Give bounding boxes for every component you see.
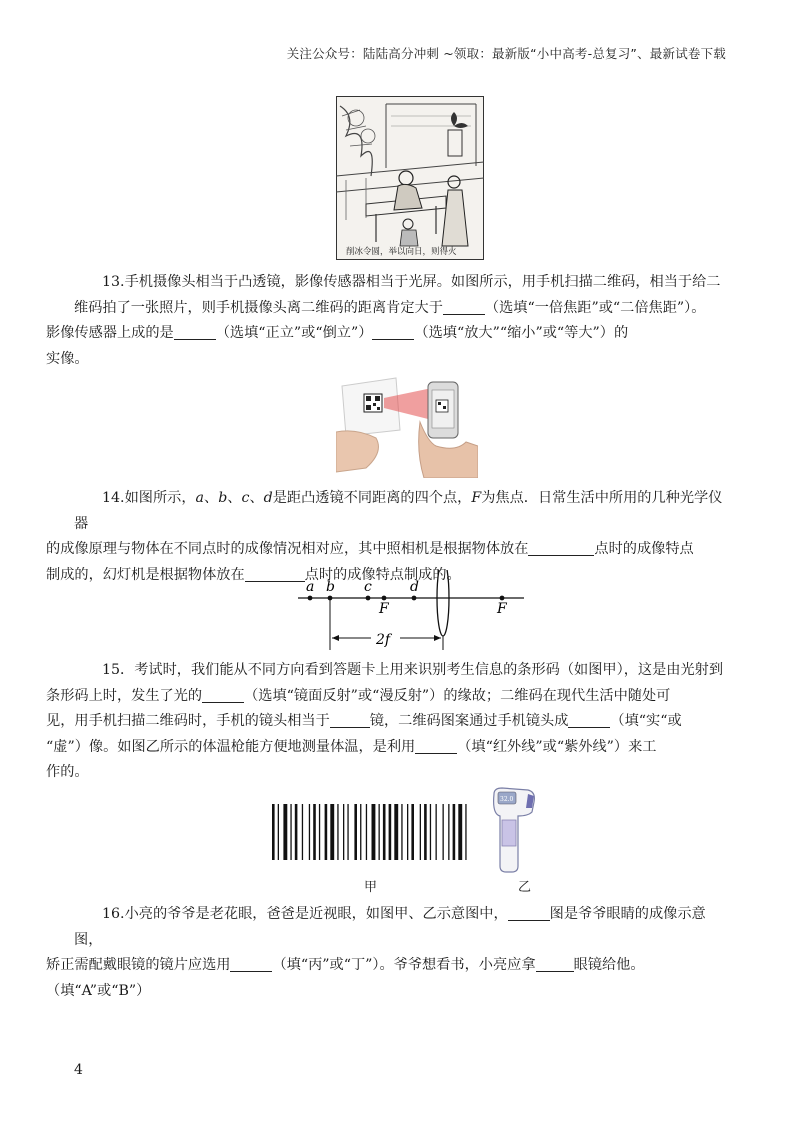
label-F-right: F: [497, 601, 507, 617]
q14-text-line2b: 点时的成像特点: [594, 541, 694, 557]
q15-text-line1: 15．考试时，我们能从不同方向看到答题卡上用来识别考生信息的条形码（如图甲），这是由光射到: [102, 662, 724, 678]
barcode-bar: [465, 804, 466, 860]
q13-blank-3[interactable]: [372, 323, 414, 340]
q14-sep1: 、: [203, 490, 219, 506]
barcode-bar: [411, 804, 414, 860]
q13-text-line4: 实像。: [46, 350, 89, 367]
point-F-right: [500, 596, 505, 601]
q15-text-line2b: （选填“镜面反射”或“漫反射”）的缘故；二维码在现代生活中随处可: [244, 687, 671, 704]
q15-text-line5: 作的。: [46, 764, 89, 780]
q15-text-line4a: “虚”）像。如图乙所示的体温枪能方便地测量体温，是利用: [46, 738, 416, 755]
point-d: [412, 596, 417, 601]
question-16: [46, 902, 730, 1004]
barcode-bar: [366, 804, 367, 860]
q16-text-line2a: 矫正需配戴眼镜的镜片应选用: [46, 957, 231, 973]
barcode-image: [272, 804, 468, 860]
barcode-bar: [360, 804, 361, 860]
barcode-bar: [354, 804, 357, 860]
point-a: [308, 596, 313, 601]
barcode-bar: [295, 804, 298, 860]
q13-text-line2a: 维码拍了一张照片，则手机摄像头离二维码的距离肯定大于: [74, 299, 443, 316]
thermometer-screen-text: 32.0: [500, 796, 514, 803]
label-c: c: [364, 579, 372, 595]
q13-blank-2[interactable]: [174, 323, 216, 340]
page-number: 4: [74, 1062, 83, 1078]
page-header: 关注公众号：陆陆高分冲刺 ~领取：最新版“小中高考-总复习”、最新试卷下载: [286, 46, 726, 61]
q16-text-line1b: 图是爷爷眼睛的成像示意图，: [74, 906, 706, 948]
thermometer-gun-image: [488, 786, 538, 874]
q16-text-line3: （填“A”或“B”）: [46, 982, 151, 999]
barcode-bar: [347, 804, 348, 860]
q14-var-a: a: [195, 490, 204, 506]
barcode-bar: [278, 804, 279, 860]
q16-text-line2b: （填“丙”或“丁”）。爷爷想看书，小亮应拿: [272, 957, 536, 973]
q16-blank-2[interactable]: [230, 955, 272, 972]
barcode-bar: [283, 804, 287, 860]
convex-lens-diagram: [296, 570, 526, 654]
label-a: a: [306, 579, 315, 595]
q15-blank-1[interactable]: [202, 686, 244, 703]
q14-var-b: b: [218, 490, 228, 506]
q15-blank-3[interactable]: [568, 711, 610, 728]
barcode-bar: [443, 804, 444, 860]
barcode-bar: [458, 804, 462, 860]
label-d: d: [410, 579, 419, 595]
label-b: b: [326, 579, 335, 595]
barcode-bar: [372, 804, 376, 860]
ancient-illustration: [336, 96, 484, 260]
q13-text-line2b: （选填“一倍焦距”或“二倍焦距”）。: [484, 299, 706, 316]
label-2f: 2f: [376, 632, 391, 648]
q14-var-c: c: [241, 490, 250, 506]
q16-blank-1[interactable]: [508, 904, 550, 921]
q14-sep3: 、: [249, 490, 264, 506]
q14-text-line1b: 是距凸透镜不同距离的四个点，: [272, 490, 472, 506]
barcode-bar: [272, 804, 275, 860]
barcode-bar: [379, 804, 380, 860]
q15-text-line4b: （填“红外线”或“紫外线”）来工: [457, 738, 657, 755]
convex-lens: [437, 570, 449, 636]
q14-var-F: F: [471, 490, 482, 506]
barcode-bar: [309, 804, 310, 860]
caption-jia: 甲: [364, 880, 378, 895]
q14-text-line3b: 点时的成像特点制成的。: [304, 566, 461, 583]
q14-text-line3a: 制成的，幻灯机是根据物体放在: [46, 566, 245, 583]
q14-blank-1[interactable]: [528, 539, 594, 556]
point-F-left: [382, 596, 387, 601]
q15-text-line3a: 见，用手机扫描二维码时，手机的镜头相当于: [46, 713, 330, 729]
q14-text-line1a: 14.如图所示，: [102, 490, 196, 506]
barcode-bar: [407, 804, 408, 860]
q16-text-line2c: 眼镜给他。: [573, 957, 645, 973]
point-c: [366, 596, 371, 601]
phone-scan-photo: [336, 372, 478, 478]
q15-blank-2[interactable]: [330, 711, 370, 728]
q13-text-line3b: （选填“正立”或“倒立”）: [215, 325, 373, 341]
figure-caption: 削冰令圆，举以向日，则得火: [346, 247, 457, 257]
question-13: [46, 270, 730, 372]
q15-blank-4[interactable]: [415, 737, 457, 754]
barcode-bar: [424, 804, 427, 860]
q13-text-line3a: 影像传感器上成的是: [46, 325, 174, 341]
barcode-bar: [325, 804, 328, 860]
barcode-bar: [401, 804, 402, 860]
q15-text-line3c: （填“实“或: [610, 713, 682, 729]
caption-yi: 乙: [518, 880, 532, 895]
q14-text-line2a: 的成像原理与物体在不同点时的成像情况相对应，其中照相机是根据物体放在: [46, 541, 529, 557]
barcode-bar: [330, 804, 334, 860]
barcode-bar: [430, 804, 431, 860]
q15-text-line2a: 条形码上时，发生了光的: [46, 687, 203, 704]
q14-sep2: 、: [227, 490, 242, 506]
barcode-bar: [448, 804, 449, 860]
q14-text-line1c: 为焦点．日常生活中所用的几种光学仪器: [74, 490, 723, 532]
q16-blank-3[interactable]: [536, 955, 574, 972]
q13-text-line1: 13.手机摄像头相当于凸透镜，影像传感器相当于光屏。如图所示，用手机扫描二维码，相当于给二: [102, 274, 721, 290]
q16-text-line1a: 16.小亮的爷爷是老花眼，爸爸是近视眼，如图甲、乙示意图中，: [102, 906, 508, 922]
barcode-bar: [383, 804, 386, 860]
barcode-bar: [394, 804, 398, 860]
barcode-bar: [337, 804, 338, 860]
label-F-left: F: [379, 601, 389, 617]
barcode-bar: [319, 804, 320, 860]
q15-text-line3b: 镜，二维码图案通过手机镜头成: [369, 713, 569, 729]
q13-blank-1[interactable]: [443, 298, 485, 315]
q13-text-line3c: （选填“放大”“缩小”或“等大”）的: [414, 325, 629, 341]
q14-var-d: d: [263, 490, 273, 506]
barcode-bar: [290, 804, 291, 860]
barcode-bar: [420, 804, 421, 860]
barcode-bar: [453, 804, 456, 860]
question-15: [46, 658, 730, 786]
barcode-bar: [343, 804, 344, 860]
barcode-bar: [389, 804, 392, 860]
barcode-bar: [302, 804, 303, 860]
barcode-bar: [313, 804, 316, 860]
barcode-bar: [436, 804, 437, 860]
